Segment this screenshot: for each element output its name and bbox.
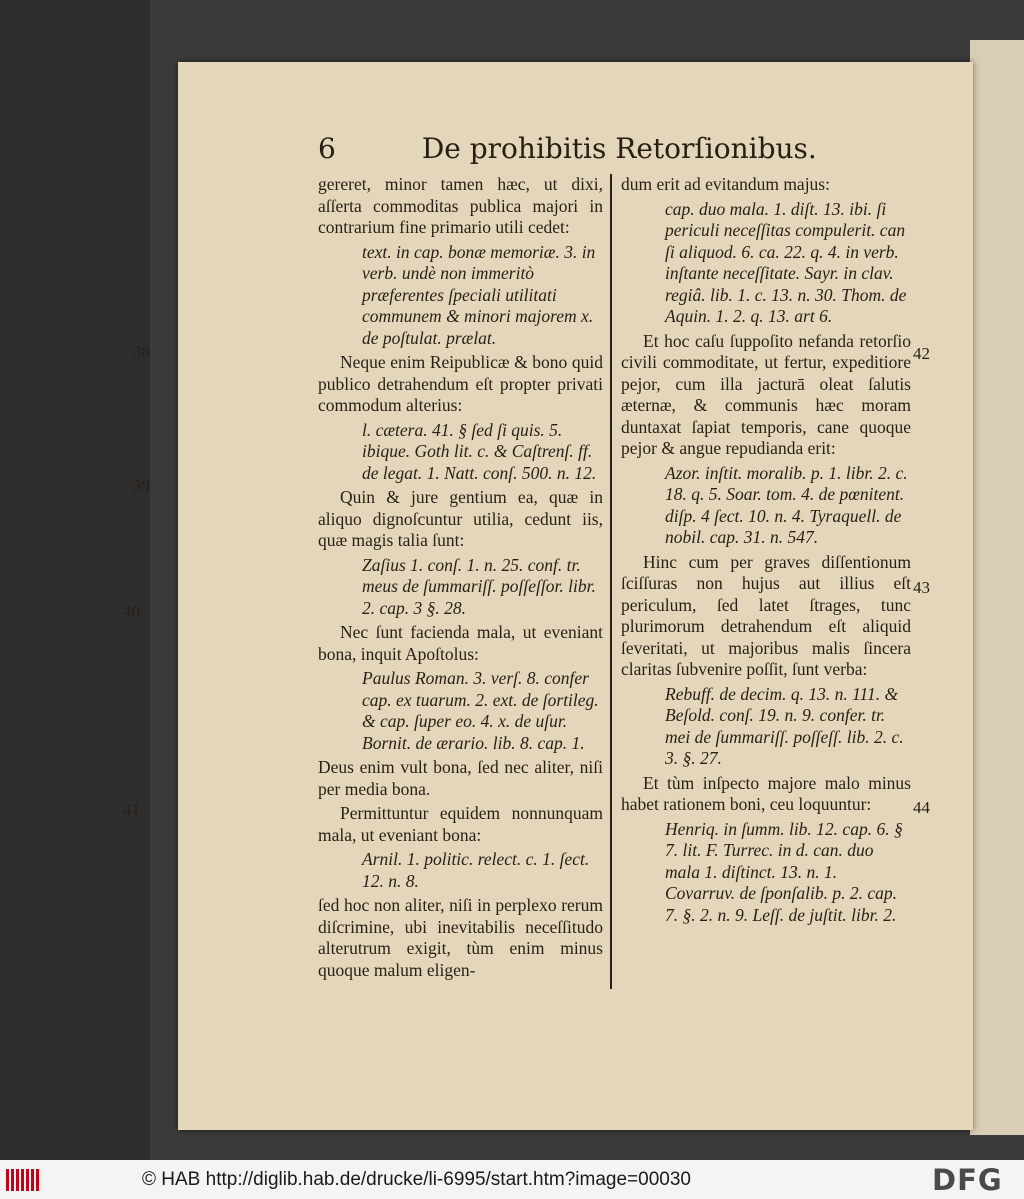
citation: Henriq. in ſumm. lib. 12. cap. 6. § 7. lit. F. Turrec. in d. can. duo mala 1. diſtinct. 13. n. 1. Covarruv. de ſponſalib. p. 2. cap. 7. §. 2. n. 9. Leſſ. de juſtit. libr. 2. — [665, 818, 903, 925]
citation: text. in cap. bonæ memoriæ. 3. in verb. undè non immeritò præferentes ſpeciali utilitati communem & minori majorem x. de poſtulat. prælat. — [362, 241, 596, 348]
margin-number: 38 — [133, 342, 150, 361]
citation: Paulus Roman. 3. verſ. 8. confer cap. ex tuarum. 2. ext. de ſortileg. & cap. ſuper eo. 4. x. de uſur. Bornit. de ærario. lib. 8. cap. 1. — [362, 668, 599, 753]
paragraph: ſed hoc non aliter, niſi in perplexo rerum diſcrimine, ubi inevitabilis neceſſitudo alterutrum exigit, tùm enim minus quoque malum eligen- — [318, 895, 603, 980]
hab-logo-icon — [6, 1169, 44, 1191]
scan-left-edge — [0, 0, 150, 1160]
left-column — [318, 174, 603, 984]
citation: Zaſius 1. conſ. 1. n. 25. conf. tr. meus de ſummariſſ. poſſeſſor. libr. 2. cap. 3 §. 28. — [362, 554, 596, 618]
page-header-title: De prohibitis Retorſionibus. — [421, 132, 817, 165]
book-page — [123, 62, 973, 1130]
margin-number: 44 — [913, 798, 930, 817]
copyright-link[interactable]: © HAB http://diglib.hab.de/drucke/li-6995/start.htm?image=00030 — [142, 1169, 691, 1190]
adjacent-page-edge — [970, 40, 1024, 1135]
citation: Azor. inſtit. moralib. p. 1. libr. 2. c. 18. q. 5. Soar. tom. 4. de pœnitent. diſp. 4 ſect. 10. n. 4. Tyraquell. de nobil. cap. 31. n. 547. — [665, 462, 908, 547]
citation: cap. duo mala. 1. diſt. 13. ibi. ſi periculi neceſſitas compulerit. can ſi aliquod. 6. ca. 22. q. 4. in verb. inſtante neceſſitate. Sayr. in clav. regiâ. lib. 1. c. 13. n. 30. Thom. de Aquin. 1. 2. q. 13. art 6. — [665, 198, 907, 326]
paragraph: Deus enim vult bona, ſed nec aliter, niſi per media bona. — [318, 757, 603, 799]
column-rule — [610, 174, 612, 989]
paragraph: Hinc cum per graves diſſentionum ſciſſuras non hujus aut illius eſt periculum, ſed latet ſtrages, tunc plurimorum detrahendum eſt aliquid ſeveritati, ut majoribus malis ſincera claritas ſubvenire poſſit, ſunt verba: — [621, 551, 911, 679]
right-column — [621, 174, 911, 929]
citation: Arnil. 1. politic. relect. c. 1. ſect. 12. n. 8. — [362, 849, 590, 891]
paragraph: Et hoc caſu ſuppoſito nefanda retorſio civili commoditate, ut fertur, expeditiore pejor, cum illa jacturā oleat ſalutis æternæ, & communis hæc moram duntaxat ſapiat temporis, cane quoque pejor & angue repudianda erit: — [621, 330, 911, 458]
paragraph: dum erit ad evitandum majus: — [621, 174, 830, 194]
running-header — [318, 132, 817, 165]
paragraph: Et tùm inſpecto majore malo minus habet rationem boni, ceu loquuntur: — [621, 772, 911, 814]
dfg-logo: DFG — [932, 1163, 1003, 1197]
citation: l. cætera. 41. § ſed ſi quis. 5. ibique. Goth lit. c. & Caſtrenſ. ff. de legat. 1. Natt. conſ. 500. n. 12. — [362, 419, 597, 483]
margin-number: 42 — [913, 344, 930, 363]
paragraph: Nec ſunt facienda mala, ut eveniant bona, inquit Apoſtolus: — [318, 622, 603, 664]
margin-number: 41 — [123, 800, 140, 819]
margin-number: 43 — [913, 578, 930, 597]
paragraph: Quin & jure gentium ea, quæ in aliquo dignoſcuntur utilia, cedunt iis, quæ magis talia ſunt: — [318, 487, 603, 550]
paragraph: Permittuntur equidem nonnunquam mala, ut eveniant bona: — [318, 803, 603, 845]
margin-number: 40 — [123, 602, 140, 621]
margin-number: 39 — [133, 476, 150, 495]
page-number: 6 — [318, 132, 336, 165]
citation: Rebuff. de decim. q. 13. n. 111. & Beſold. conſ. 19. n. 9. confer. tr. mei de ſummariſſ. poſſeſſ. lib. 2. c. 3. §. 27. — [665, 683, 904, 768]
viewer-footer — [0, 1160, 1024, 1199]
paragraph: gereret, minor tamen hæc, ut dixi, aſſerta commoditas publica majori in contrarium fine primario utili cedet: — [318, 174, 603, 237]
paragraph: Neque enim Reipublicæ & bono quid publico detrahendum eſt propter privati commodum alterius: — [318, 352, 603, 415]
